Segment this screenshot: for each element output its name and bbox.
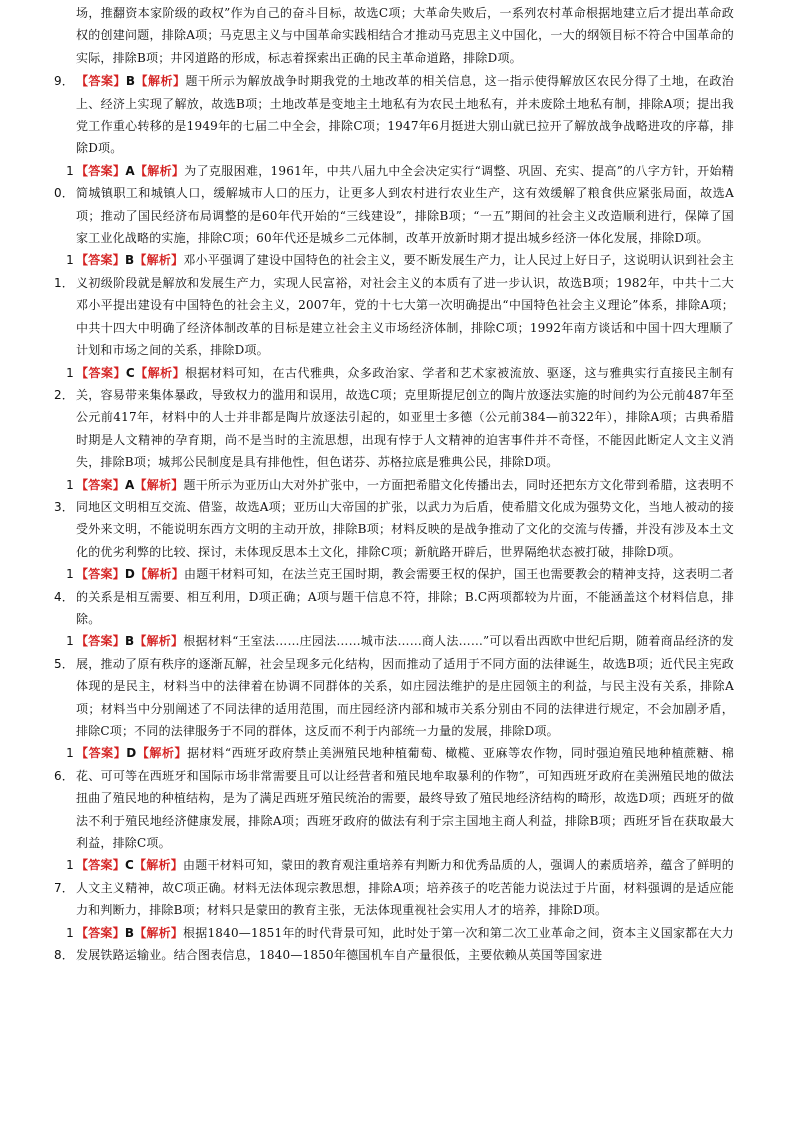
question-number: 15． <box>53 634 74 671</box>
answer-letter: C <box>124 858 134 873</box>
answer-tag: 【答案】 <box>76 746 127 761</box>
answer-tag: 【答案】 <box>76 925 125 940</box>
analysis-text: 根据材料“王室法……庄园法……城市法……商人法……”可以看出西欧中世纪后期，随着商品经济的发展，推动了原有秩序的逐渐瓦解，社会呈现多元化结构，因而推动了适用于不同方面的法律诞生，故选B项；近代民主宪政体现的是民主，材料当中的法律着在协调不同群体的关系，如庄园法维护的是庄园领主的利益，与民主没有关系，排除A项；材料当中分别阐述了不同法律的适用范围，而庄园经济内部和城市关系分别由不同的法律进行规定，不会加剧矛盾，排除C项；不同的法律服务于不同的群体，这反而不利于内部统一力量的发展，排除D项。 <box>76 634 734 738</box>
question-number: 9． <box>53 74 74 89</box>
question-number: 11． <box>53 253 74 290</box>
analysis-tag: 【解析】 <box>134 858 184 873</box>
answer-item <box>53 630 734 742</box>
answer-tag: 【答案】 <box>76 163 126 178</box>
answer-tag: 【答案】 <box>76 634 125 649</box>
question-number: 10． <box>53 163 74 201</box>
answer-tag: 【答案】 <box>76 858 125 873</box>
answer-letter: A <box>125 163 135 178</box>
question-number: 14． <box>53 567 74 604</box>
answer-letter: D <box>124 567 136 582</box>
analysis-text: 为了克服困难，1961年，中共八届九中全会决定实行“调整、巩固、充实、提高”的八字方针，开始精简城镇职工和城镇人口，缓解城市人口的压力，让更多人到农村进行农业生产，这有效缓解了粮食供应紧张局面，故选A项；推动了国民经济布局调整的是60年代开始的“三线建设”，排除B项；“一五”期间的社会主义改造顺利进行，保障了国家工业化战略的实施，排除C项；60年代还是城乡二元体制，改革开放新时期才提出城乡经济一体化发展，排除D项。 <box>76 163 734 246</box>
answer-tag: 【答案】 <box>76 477 125 492</box>
answer-tag: 【答案】 <box>76 365 126 380</box>
answer-letter: B <box>124 634 135 649</box>
answer-item <box>53 742 734 854</box>
answer-item <box>53 70 734 160</box>
answer-item <box>53 563 734 630</box>
answer-letter: A <box>124 477 135 492</box>
analysis-text: 由题干材料可知，在法兰克王国时期，教会需要王权的保护，国王也需要教会的精神支持，这表明二者的关系是相互需要、相互利用，D项正确；A项与题干信息不符，排除；B.C两项都较为片面，不能涵盖这个材料信息，排除。 <box>76 567 734 626</box>
answer-letter: C <box>125 365 135 380</box>
analysis-tag: 【解析】 <box>134 477 184 492</box>
answer-letter: B <box>124 253 135 268</box>
analysis-text: 根据1840—1851年的时代背景可知，此时处于第一次和第二次工业革命之间，资本主义国家都在大力发展铁路运输业。结合图表信息，1840—1850年德国机车自产量很低，主要依赖从英国等国家进 <box>76 925 734 963</box>
answer-letter: B <box>124 925 135 940</box>
lead-paragraph: 场，推翻资本家阶级的政权”作为自己的奋斗目标，故选C项；大革命失败后，一系列农村革命根据地建立后才提出革命政权的创建问题，排除A项；马克思主义与中国革命实践相结合才推动马克思主义中国化，一大的纲领目标不符合中国革命的实际，排除B项；井冈道路的形成，标志着探索出正确的民主革命道路，排除D项。 <box>76 6 734 65</box>
question-number: 18． <box>53 925 74 963</box>
analysis-tag: 【解析】 <box>134 163 185 178</box>
analysis-text: 邓小平强调了建设中国特色的社会主义，要不断发展生产力，让人民过上好日子，这说明认识到社会主义初级阶段就是解放和发展生产力，实现人民富裕，对社会主义的本质有了进一步认识，故选B项；1982年，中共十二大邓小平提出建设有中国特色的社会主义，2007年，党的十七大第一次明确提出“中国特色社会主义理论”体系，排除A项；中共十四大中明确了经济体制改革的目标是建立社会主义市场经济体制，排除C项；1992年南方谈话和中国十四大理顺了计划和市场之间的关系，排除D项。 <box>76 253 734 358</box>
answer-tag: 【答案】 <box>76 253 125 268</box>
answer-item <box>53 362 734 474</box>
analysis-text: 根据材料可知，在古代雅典，众多政治家、学者和艺术家被流放、驱逐，这与雅典实行直接民主制有关，容易带来集体暴政，导致权力的滥用和误用，故选C项；克里斯提尼创立的陶片放逐法实施的时间约为公元前487年至公元前417年，材料中的人士并非都是陶片放逐法引起的，如亚里士多德（公元前384—前322年），排除A项；古典希腊时期是人文精神的孕育期，尚不是当时的主流思想，出现有悖于人文精神的迫害事件并不奇怪，不能因此断定人文主义消失，排除B项；城邦公民制度是具有排他性，但色诺芬、苏格拉底是雅典公民，排除D项。 <box>76 365 734 470</box>
answer-list <box>53 70 734 966</box>
analysis-text: 题干所示为解放战争时期我党的土地改革的相关信息，这一指示使得解放区农民分得了土地，在政治上、经济上实现了解放，故选B项；土地改革是变地主土地私有为农民土地私有，并未废除土地私有制，排除A项；提出我党工作重心转移的是1949年的七届二中全会，排除C项；1947年6月挺进大别山就已拉开了解放战争战略进攻的序幕，排除D项。 <box>76 74 734 156</box>
analysis-tag: 【解析】 <box>134 365 186 380</box>
question-number: 12． <box>53 365 74 402</box>
analysis-text: 由题干材料可知，蒙田的教育观注重培养有判断力和优秀品质的人，强调人的素质培养，蕴含了鲜明的人文主义精神，故C项正确。材料无法体现宗教思想，排除A项；培养孩子的吃苦能力说法过于片面，材料强调的是适应能力和判断力，排除B项；材料只是蒙田的教育主张，无法体现重视社会实用人才的培养，排除D项。 <box>76 858 734 918</box>
answer-tag: 【答案】 <box>76 567 125 582</box>
analysis-tag: 【解析】 <box>136 746 188 761</box>
question-number: 13． <box>53 477 74 514</box>
question-number: 16． <box>53 746 74 783</box>
answer-tag: 【答案】 <box>76 74 126 89</box>
analysis-tag: 【解析】 <box>134 925 184 940</box>
analysis-tag: 【解析】 <box>134 634 184 649</box>
answer-item <box>53 854 734 921</box>
answer-letter: D <box>126 746 137 761</box>
answer-item <box>53 474 734 564</box>
question-number: 17． <box>53 858 74 895</box>
answer-item <box>53 922 734 967</box>
answer-letter: B <box>125 74 136 89</box>
answer-item <box>53 160 734 250</box>
analysis-text: 据材料“西班牙政府禁止美洲殖民地种植葡萄、橄榄、亚麻等农作物，同时强迫殖民地种植蔗糖、棉花、可可等在西班牙和国际市场非常需要且可以让经营者和殖民地牟取暴利的作物”，可知西班牙政府在美洲殖民地的做法扭曲了殖民地的种植结构，是为了满足西班牙殖民统治的需要，最终导致了殖民地经济结构的畸形，故选D项；西班牙的做法不利于殖民地经济健康发展，排除A项；西班牙政府的做法有利于宗主国地主商人利益，排除B项；西班牙旨在获取最大利益，排除C项。 <box>76 746 734 851</box>
analysis-tag: 【解析】 <box>135 567 184 582</box>
analysis-tag: 【解析】 <box>134 253 184 268</box>
analysis-tag: 【解析】 <box>135 74 186 89</box>
answer-item <box>53 249 734 361</box>
analysis-text: 题干所示为亚历山大对外扩张中，一方面把希腊文化传播出去，同时还把东方文化带到希腊，这表明不同地区文明相互交流、借鉴，故选A项；亚历山大帝国的扩张，以武力为后盾，使希腊文化成为强势文化，当地人被动的接受外来文明，不能说明东西方文明的主动开放，排除B项；材料反映的是战争推动了文化的交流与传播，并没有涉及本土文化的优劣利弊的比较、探讨，未体现反思本土文化，排除C项；新航路开辟后，世界隔绝状态被打破，排除D项。 <box>76 477 734 559</box>
